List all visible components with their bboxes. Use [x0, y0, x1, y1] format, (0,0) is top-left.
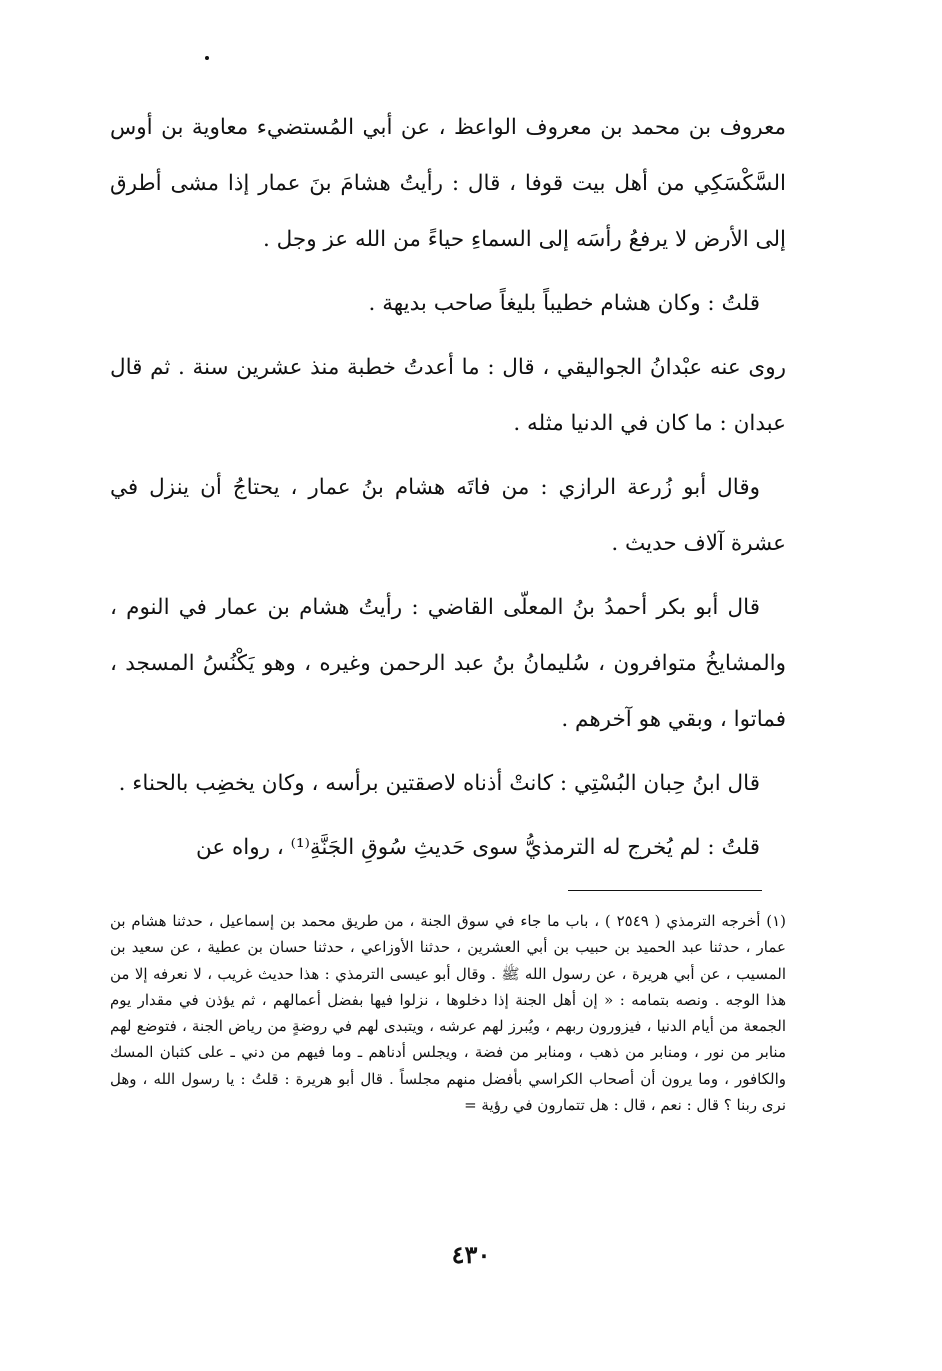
page-number: ٤٣٠: [451, 1240, 491, 1269]
paragraph-6: قال ابنُ حِبان البُسْتِي : كانتْ أذناه لاصقتين برأسه ، وكان يخضِب بالحناء .: [118, 771, 760, 796]
footnotes: [110, 908, 786, 1118]
paragraph-1: معروف بن محمد بن معروف الواعظ ، عن أبي المُستضيء معاوية بن أوس السَّكْسَكِي من أهل بيت قوفا ، قال : رأيتُ هشامَ بنَ عمار إذا مشى أطرق إلى الأرض لا يرفعُ رأسَه إلى السماءِ حياءً من الله عز وجل .: [110, 115, 786, 252]
footnote-1: (١) أخرجه الترمذي ( ٢٥٤٩ ) ، باب ما جاء في سوق الجنة ، من طريق محمد بن إسماعيل ، حدثنا هشام بن عمار ، حدثنا عبد الحميد بن حبيب بن أبي العشرين ، حدثنا الأوزاعي ، حدثنا حسان بن عطية ، عن سعيد بن المسيب ، عن أبي هريرة ، عن رسول الله ﷺ . وقال أبو عيسى الترمذي : هذا حديث غريب ، لا نعرفه إلا من هذا الوجه . ونصه بتمامه : « إن أهل الجنة إذا دخلوها ، نزلوا فيها بفضل أعمالهم ، ثم يؤذن في مقدار يوم الجمعة من أيام الدنيا ، فيزورون ربهم ، ويُبرز لهم عرشه ، ويتبدى لهم في روضةٍ من رياض الجنة ، فتوضع لهم منابر من نور ، ومنابر من ذهب ، ومنابر من فضة ، ويجلس أدناهم ـ وما فيهم من دني ـ على كثبان المسك والكافور ، وما يرون أن أصحاب الكراسي بأفضل منهم مجلساً . قال أبو هريرة : قلتُ : يا رسول الله ، وهل نرى ربنا ؟ قال : نعم ، قال : هل تتمارون في رؤية =: [110, 912, 787, 1115]
paragraph-5: قال أبو بكر أحمدُ بنُ المعلّى القاضي : رأيتُ هشام بن عمار في النوم ، والمشايخُ متوافرون ، سُليمانُ بنُ عبد الرحمن وغيره ، وهو يَكْنُسُ المسجد ، فماتوا ، وبقي هو آخرهم .: [110, 595, 786, 732]
paragraph-7: قلتُ : لم يُخرج له الترمذيُّ سوى حَديثِ سُوقِ الجَنَّةِ⁽¹⁾ ، رواه عن: [196, 835, 760, 860]
main-text: [110, 100, 786, 884]
paragraph-4: وقال أبو زُرعة الرازي : من فاتَه هشام بنُ عمار ، يحتاجُ أن ينزل في عشرة آلاف حديث .: [110, 475, 786, 556]
paragraph-2: قلتُ : وكان هشام خطيباً بليغاً صاحب بديهة .: [368, 291, 760, 316]
ink-speck: [205, 56, 209, 60]
paragraph-3: روى عنه عبْدانُ الجواليقي ، قال : ما أعدتُ خطبة منذ عشرين سنة . ثم قال عبدان : ما كان في الدنيا مثله .: [110, 355, 786, 436]
footnote-separator: [568, 890, 762, 891]
